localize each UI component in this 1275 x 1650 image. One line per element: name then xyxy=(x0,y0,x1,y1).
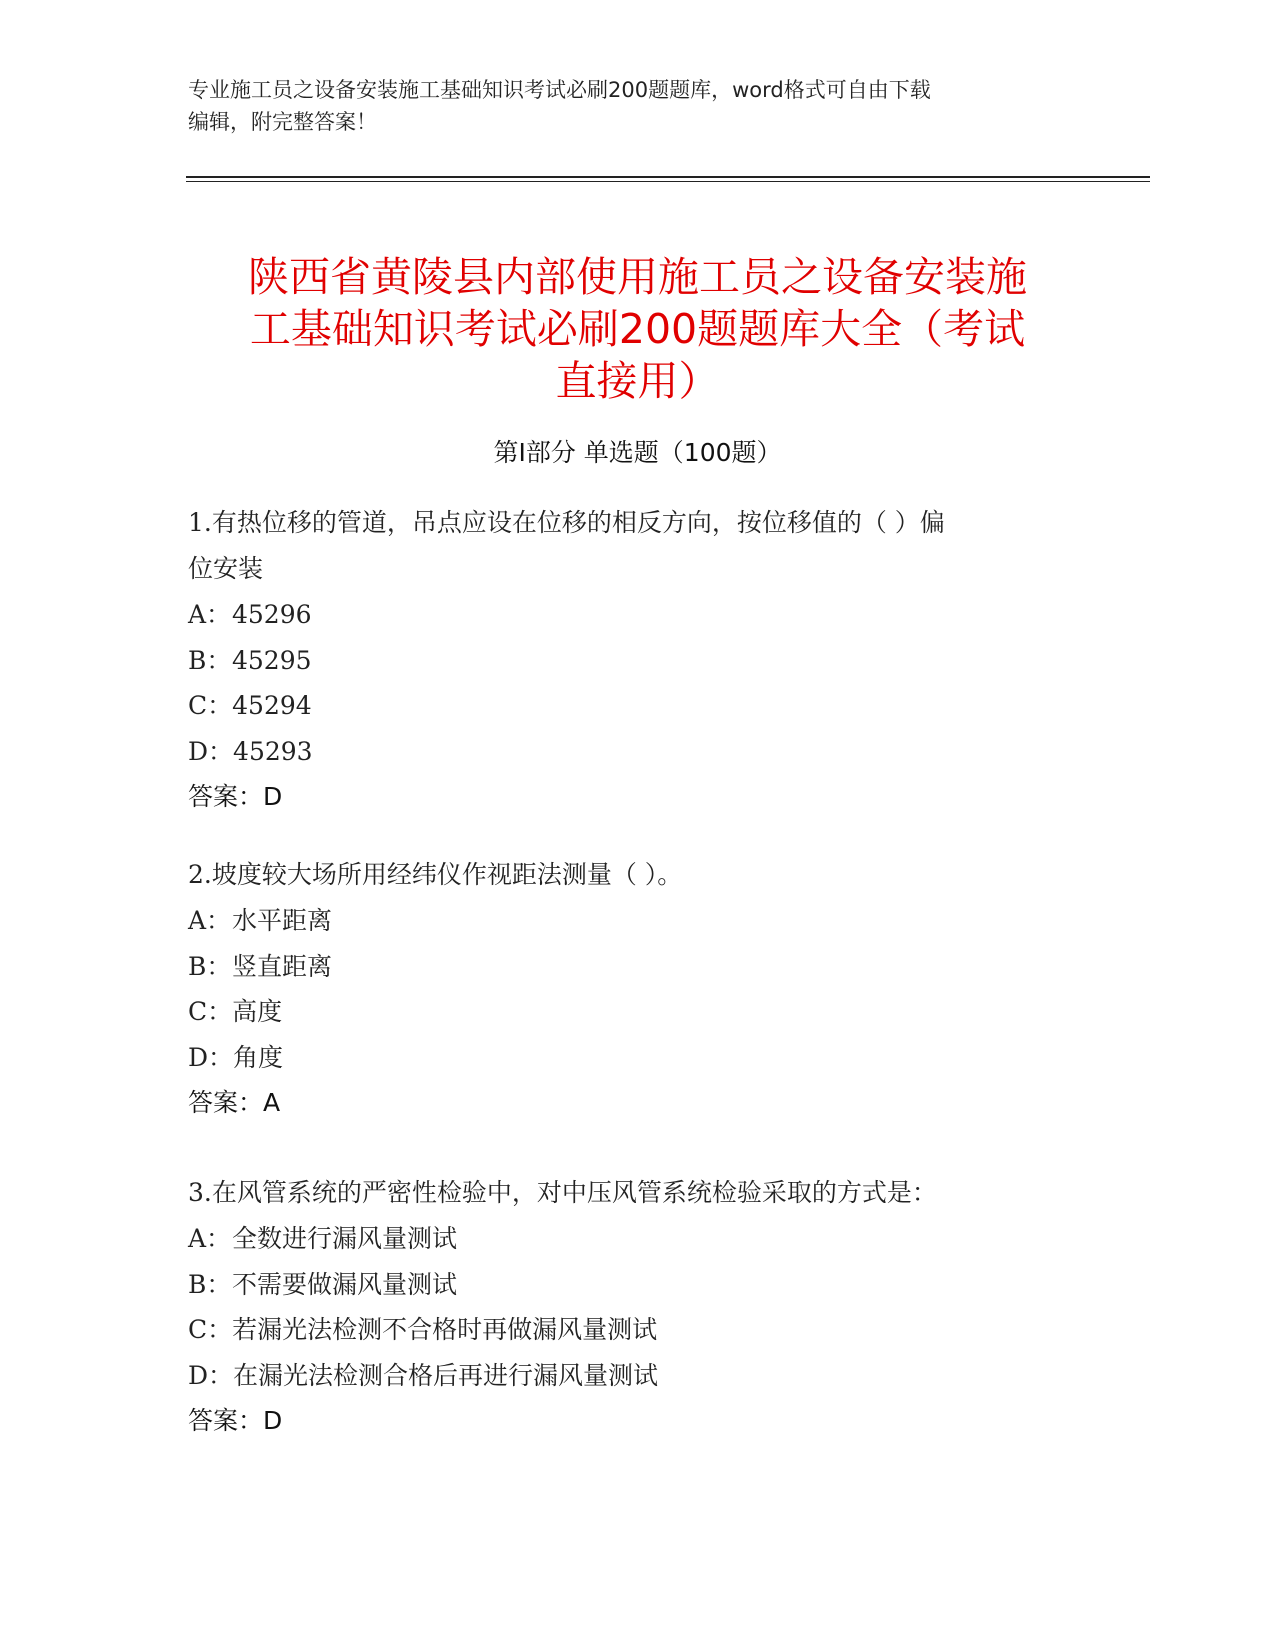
question-stem: 1.有热位移的管道，吊点应设在位移的相反方向，按位移值的（ ）偏 xyxy=(188,508,945,537)
option-d xyxy=(188,1035,1078,1081)
option-text: 若漏光法检测不合格时再做漏风量测试 xyxy=(232,1315,658,1344)
question-stem-continued: 位安装 xyxy=(188,554,264,583)
document-title xyxy=(186,251,1089,407)
option-key: D： xyxy=(188,1360,234,1390)
title-line-3: 直接用） xyxy=(555,357,720,406)
option-b xyxy=(188,638,1078,684)
header-note-line-2: 编辑，附完整答案！ xyxy=(188,110,377,134)
question-stem: 2.坡度较大场所用经纬仪作视距法测量（ ）。 xyxy=(188,860,683,889)
option-d xyxy=(188,729,1078,775)
option-b xyxy=(188,1262,1078,1308)
question-3 xyxy=(188,1170,1078,1444)
option-c xyxy=(188,1307,1078,1353)
option-d xyxy=(188,1353,1078,1399)
header-divider-thin xyxy=(186,181,1150,182)
option-key: D： xyxy=(188,736,234,766)
option-text: 不需要做漏风量测试 xyxy=(232,1269,458,1299)
answer: 答案：A xyxy=(188,1088,281,1117)
option-key: C： xyxy=(188,691,233,720)
option-c xyxy=(188,683,1078,729)
option-key: B： xyxy=(188,645,232,675)
option-a xyxy=(188,1216,1078,1262)
option-text: 45294 xyxy=(232,691,312,720)
title-line-1: 陕西省黄陵县内部使用施工员之设备安装施 xyxy=(248,253,1027,302)
option-key: C： xyxy=(188,997,233,1026)
header-note xyxy=(188,74,1068,138)
option-key: A： xyxy=(188,1224,232,1253)
header-note-line-1: 专业施工员之设备安装施工基础知识考试必刷200题题库，word格式可自由下载 xyxy=(188,78,931,102)
section-heading: 第Ⅰ部分 单选题（100题） xyxy=(493,438,782,467)
option-text: 全数进行漏风量测试 xyxy=(232,1224,458,1253)
question-stem: 3.在风管系统的严密性检验中，对中压风管系统检验采取的方式是： xyxy=(188,1178,937,1207)
option-text: 水平距离 xyxy=(232,906,333,935)
option-key: C： xyxy=(188,1315,233,1344)
option-key: A： xyxy=(188,600,232,629)
option-key: D： xyxy=(188,1042,234,1072)
option-key: B： xyxy=(188,1269,232,1299)
option-c xyxy=(188,989,1078,1035)
title-line-2: 工基础知识考试必刷200题题库大全（考试 xyxy=(249,305,1026,354)
option-text: 45295 xyxy=(232,645,312,675)
option-text: 45296 xyxy=(232,600,312,629)
answer: 答案：D xyxy=(188,1406,283,1435)
option-text: 在漏光法检测合格后再进行漏风量测试 xyxy=(233,1360,659,1390)
option-text: 竖直距离 xyxy=(232,951,333,981)
option-b xyxy=(188,944,1078,990)
option-a xyxy=(188,592,1078,638)
option-key: B： xyxy=(188,951,232,981)
option-text: 角度 xyxy=(233,1042,284,1072)
option-key: A： xyxy=(188,906,232,935)
question-2 xyxy=(188,852,1078,1126)
header-divider-thick xyxy=(186,176,1150,178)
question-1 xyxy=(188,500,1078,820)
option-text: 高度 xyxy=(232,997,283,1026)
option-text: 45293 xyxy=(233,736,313,766)
answer: 答案：D xyxy=(188,782,283,811)
option-a xyxy=(188,898,1078,944)
